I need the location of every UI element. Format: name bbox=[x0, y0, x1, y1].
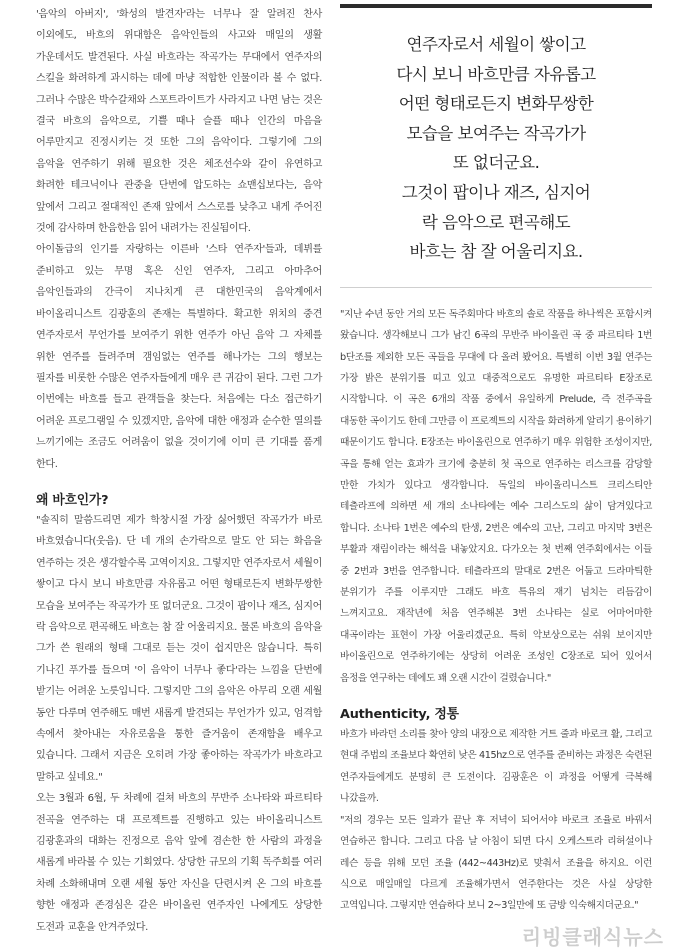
interview-quote-paragraph: "솔직히 말씀드리면 제가 학창시절 가장 싫어했던 작곡가가 바로 바흐였습니다(웃음). 단 네 개의 손가락으로 말도 안 되는 화음을 연주하는 것은 생각할수록 고역이지요. 그렇지만 연주자로서 세월이 쌓이고 다시 보니 바흐만큼 자유롭고 어떤 형태로든지 변화무쌍한 모습을 보여주는 작곡가가 또 없더군요. 그것이 팝이나 재즈, 심지어 락 음악으로 편곡해도 바흐는 참 잘 어울리지요. 물론 바흐의 음악을 그가 쓴 원래의 형태 그대로 듣는 것이 쉽지만은 않습니다. 특히 기나긴 푸가를 들으며 '이 음악이 너무나 좋다'라는 느낌을 단번에 받기는 어려운 노릇입니다. 그렇지만 그의 음악은 아무리 오랜 세월 동안 다루며 연주해도 매번 새롭게 발견되는 무언가가 있고, 엄격함 속에서 찾아내는 자유로움을 통한 즐거움이 존재함을 배우고 있습니다. 그래서 지금은 오히려 가장 좋아하는 작곡가가 바흐라고 말하고 싶네요." bbox=[36, 514, 322, 783]
pull-quote-line: 다시 보니 바흐만큼 자유롭고 bbox=[396, 64, 596, 84]
pull-quote-line: 바흐는 참 잘 어울리지요. bbox=[409, 242, 583, 262]
pull-quote-line: 연주자로서 세월이 쌓이고 bbox=[406, 35, 586, 54]
pull-quote bbox=[340, 4, 652, 288]
publisher-watermark: 리빙클래식뉴스 bbox=[521, 925, 664, 949]
pull-quote-line: 어떤 형태로든지 변화무쌍한 bbox=[398, 94, 594, 114]
section-heading-why-bach: 왜 바흐인가? bbox=[36, 492, 109, 508]
pull-quote-line: 모습을 보여주는 작곡가가 bbox=[406, 123, 586, 143]
intro-paragraph: '음악의 아버지', '화성의 발견자'라는 너무나 잘 알려진 찬사 이외에도, 바흐의 위대함은 음악인들의 사고와 매일의 생활 가운데서도 발견된다. 사실 바흐라는 작곡가는 무대에서 연주자의 스킬을 화려하게 과시하는 데에 마냥 적합한 인물이라 볼 수 없다. 그러나 수많은 박수갈채와 스포트라이트가 사라지고 나면 남는 것은 결국 바흐의 음악으로, 기쁠 때나 슬플 때나 인간의 마음을 어루만지고 진정시키는 것 또한 그의 음악이다. 그렇기에 그의 음악을 연주하기 위해 필요한 것은 체조선수와 같이 유연하고 화려한 테크닉이나 관중을 단번에 압도하는 쇼맨십보다는, 음악 앞에서 그리고 절대적인 존재 앞에서 스스로를 낮추고 내게 주어진 것에 감사하며 한음한음 읽어 내려가는 진실됨이다. bbox=[36, 9, 322, 235]
interview-quote-paragraph: "저의 경우는 모든 일과가 끝난 후 저녁이 되어서야 바로크 조율로 바꿔서 연습하곤 합니다. 그리고 다음 날 아침이 되면 다시 오케스트라 리허설이나 레슨 등을 위해 모던 조율 (442~443Hz)로 맞춰서 조율을 하지요. 이런 식으로 매일매일 다르게 조율해가면서 연주한다는 것은 사실 상당한 고역입니다. 그렇지만 연습하다 보니 2~3일만에 또 금방 익숙해지더군요." bbox=[340, 814, 652, 912]
pull-quote-line: 락 음악으로 편곡해도 bbox=[421, 212, 571, 232]
body-paragraph: 오는 3월과 6월, 두 차례에 걸쳐 바흐의 무반주 소나타와 파르티타 전곡을 연주하는 대 프로젝트를 진행하고 있는 바이올리니스트 김광훈과의 대화는 진정으로 음악 앞에 겸손한 한 사람의 과정을 새롭게 바라볼 수 있는 기회였다. 상당한 규모의 기획 독주회를 여러 차례 소화해내며 오랜 세월 동안 자신을 단련시켜 온 그의 바흐를 향한 애정과 존경심은 같은 바이올린 연주자인 나에게도 상당한 도전과 교훈을 안겨주었다. bbox=[36, 793, 322, 933]
right-body bbox=[340, 304, 652, 917]
body-paragraph: 바흐가 바라던 소리를 찾아 양의 내장으로 제작한 거트 줄과 바로크 활, 그리고 현대 주법의 조율보다 확연히 낮은 415hz으로 연주를 준비하는 과정은 숙련된 연주자들에게도 분명히 큰 도전이다. 김광훈은 이 과정을 어떻게 극복해 나갔을까. bbox=[340, 729, 652, 805]
pull-quote-line: 또 없더군요. bbox=[452, 153, 540, 173]
pull-quote-line: 그것이 팝이나 재즈, 심지어 bbox=[401, 182, 591, 202]
section-heading-authenticity: Authenticity, 정통 bbox=[340, 707, 459, 723]
right-column bbox=[340, 4, 652, 917]
body-paragraph: 아이돌급의 인기를 자랑하는 이른바 '스타 연주자'들과, 데뷔를 준비하고 있는 무명 혹은 신인 연주자, 그리고 아마추어 음악인들과의 간극이 지나치게 큰 대한민국의 음악계에서 바이올리니스트 김광훈의 존재는 특별하다. 확고한 위치의 중견 연주자로서 무언가를 보여주기 위한 연주가 아닌 음악 그 자체를 위한 연주를 들려주며 갬임없는 연주를 해나가는 그의 행보는 필자를 비롯한 수많은 연주자들에게 매우 큰 귀감이 된다. 그런 그가 이번에는 바흐를 들고 관객들을 찾는다. 처음에는 다소 접근하기 어려운 프로그램일 수 있겠지만, 음악에 대한 애정과 순수한 열의를 느끼기에는 조금도 어려움이 없을 것이기에 이미 큰 기대를 품게 한다. bbox=[36, 244, 322, 470]
left-column bbox=[36, 4, 322, 938]
interview-quote-paragraph: "지난 수년 동안 거의 모든 독주회마다 바흐의 솔로 작품을 하나씩은 포함시켜 왔습니다. 생각해보니 그가 남긴 6곡의 무반주 바이올린 곡 중 파르티타 1번 b단조를 제외한 모든 곡들을 무대에 다 올려 봤어요. 특별히 이번 3월 연주는 가장 밝은 분위기를 띠고 있고 대중적으로도 유명한 파르티타 E장조로 시작합니다. 이 곡은 6개의 작품 중에서 유일하게 Prelude, 즉 전주곡을 대동한 곡이기도 한데 그만큼 이 프로젝트의 시작을 화려하게 알리기 용이하기 때문이기도 합니다. E장조는 바이올린으로 연주하기 매우 위험한 조성이지만, 곡을 통해 얻는 효과가 크기에 충분히 첫 곡으로 연주하는 리스크를 감당할 만한 가치가 있다고 생각합니다. 독일의 바이올리니스트 크리스티안 테츨라프에 의하면 세 개의 소나타에는 예수 그리스도의 삶이 담겨있다고 합니다. 소나타 1번은 예수의 탄생, 2번은 예수의 고난, 그리고 마지막 3번은 부활과 재림이라는 해석을 내놓았지요. 다가오는 첫 번째 연주회에서는 이들 중 2번과 3번을 연주합니다. 테츨라프의 말대로 2번은 어둡고 드라마틱한 분위기가 주를 이루지만 그래도 바흐 특유의 재기 넘치는 리듬감이 느껴지고요. 재작년에 처음 연주해본 3번 소나타는 실로 어마어마한 대곡이라는 표현이 가장 어울리겠군요. 특히 악보상으로는 쉬워 보이지만 바이올린으로 연주하기에는 상당히 어려운 조성인 C장조로 되어 있어서 음정을 연구하는 데에도 꽤 오랜 시간이 걸렸습니다." bbox=[340, 308, 652, 684]
